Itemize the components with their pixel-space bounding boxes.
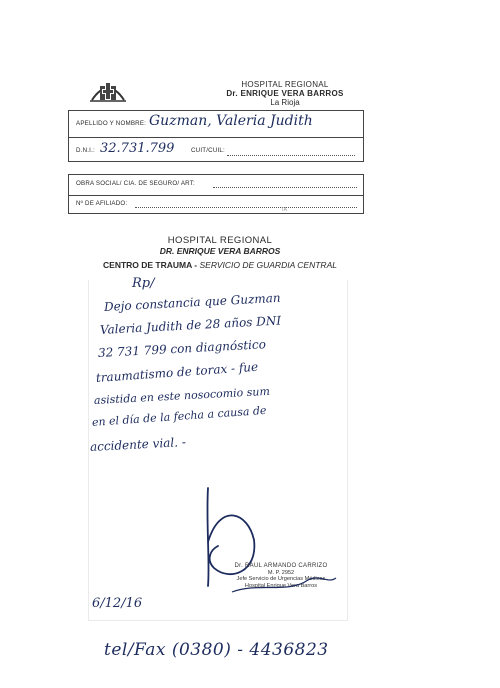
- cuit-label: CUIT/CUIL:: [191, 147, 225, 154]
- tel-fax: tel/Fax (0380) - 4436823: [104, 640, 329, 660]
- stamp-line-1: Jefe Servicio de Urgencias Médicas: [236, 576, 326, 583]
- stamp-name: Dr. RAUL ARMANDO CARRIZO: [234, 563, 328, 569]
- prescription-header: [100, 236, 340, 272]
- name-label: APELLIDO Y NOMBRE:: [76, 120, 147, 127]
- dni-row: [69, 137, 363, 163]
- rx-head-line-1: HOSPITAL REGIONAL: [167, 235, 273, 246]
- stamp-line-2: Hospital Enrique Vera Barros: [244, 582, 318, 589]
- name-value: Guzman, Valeria Judith: [149, 113, 313, 129]
- rx-line-4: traumatismo de torax - fue: [95, 359, 259, 385]
- afiliado-row: [69, 195, 363, 213]
- rx-head-line-3: [100, 258, 340, 272]
- stamp-scribble-icon: [228, 569, 340, 598]
- cuit-dotted-line: [227, 155, 355, 156]
- rx-head-servicio: SERVICIO DE GUARDIA CENTRAL: [199, 260, 337, 270]
- obra-dotted-line: [213, 187, 357, 188]
- obra-label: OBRA SOCIAL/ CIA. DE SEGURO/ ART:: [76, 180, 195, 187]
- name-row: [69, 111, 363, 137]
- rx-line-3: 32 731 799 con diagnóstico: [97, 337, 267, 360]
- rx-line-6: en el día de la fecha a causa de: [91, 403, 267, 429]
- insurance-box: [68, 174, 364, 214]
- afiliado-label: Nº DE AFILIADO:: [76, 200, 128, 207]
- rx-head-centro: CENTRO DE TRAUMA -: [103, 260, 198, 270]
- hospital-header: [190, 80, 380, 107]
- dni-label: D.N.I.:: [76, 147, 95, 154]
- prescription-date: 6/12/16: [92, 596, 143, 611]
- faint-mark: TA: [281, 207, 288, 213]
- hospital-logo-icon: [88, 78, 128, 104]
- rx-line-7: accidente vial. -: [89, 434, 187, 454]
- header-line-3: La Rioja: [270, 98, 300, 107]
- rp-mark: Rp/: [132, 276, 155, 291]
- rx-line-5: asistida en este nosocomio sum: [93, 384, 271, 407]
- header-line-2: Dr. ENRIQUE VERA BARROS: [226, 89, 344, 98]
- rx-head-line-2: DR. ENRIQUE VERA BARROS: [159, 246, 281, 256]
- dni-value: 32.731.799: [100, 141, 175, 156]
- stamp-mp: M. P. 2952: [267, 569, 295, 576]
- patient-id-box: [68, 110, 364, 162]
- obra-row: [69, 175, 363, 195]
- afiliado-dotted-line: [135, 207, 357, 208]
- rx-line-2: Valeria Judith de 28 años DNI: [99, 313, 282, 337]
- header-line-1: HOSPITAL REGIONAL: [241, 80, 329, 89]
- rx-line-1: Dejo constancia que Guzman: [103, 290, 281, 314]
